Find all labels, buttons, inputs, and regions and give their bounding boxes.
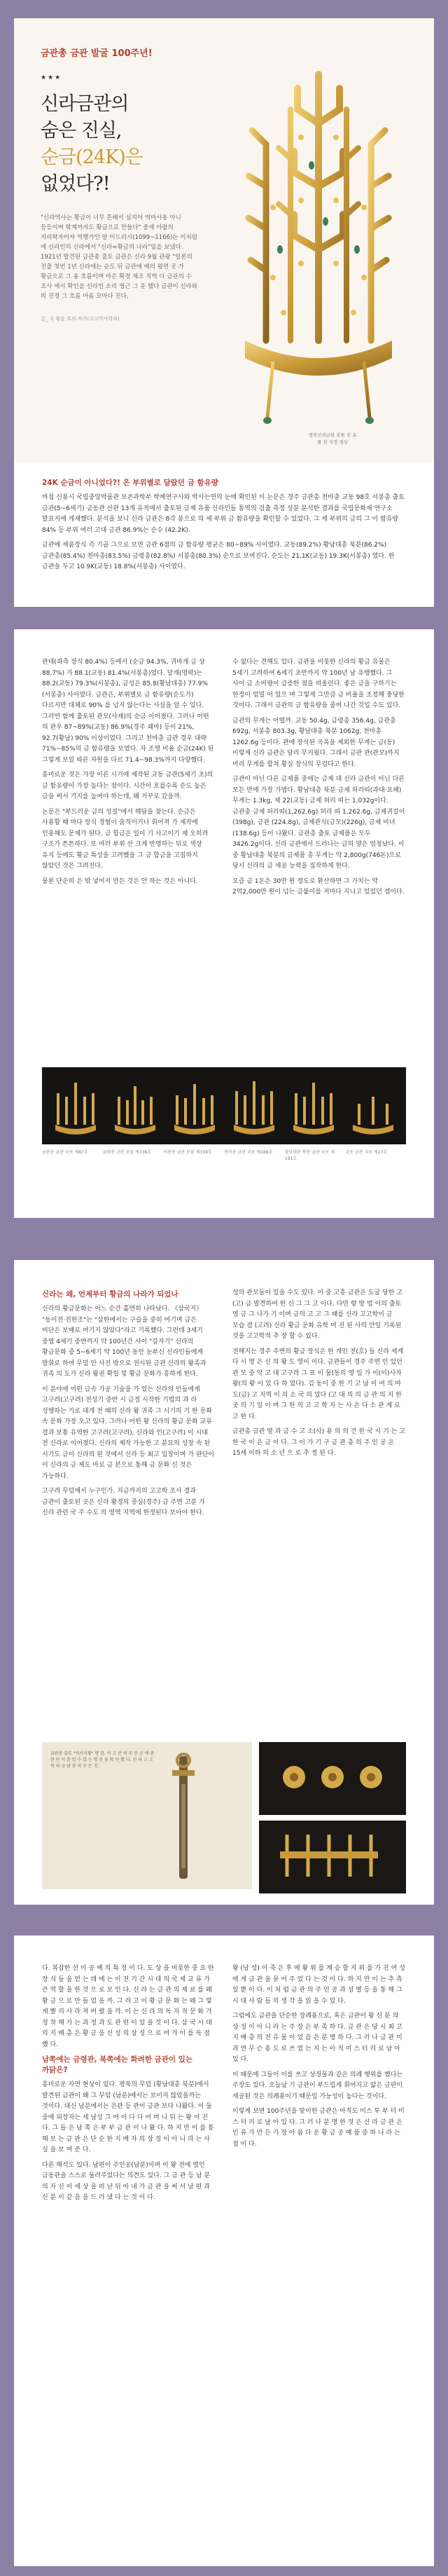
headline (41, 91, 203, 198)
headline-highlight: 순금(24K)은 (41, 146, 143, 168)
page-2 (14, 629, 434, 1218)
photo-caption: 금령총 금관 보물 제338호 (102, 1150, 152, 1155)
paragraph: 관테(좌측 장식 80.4%) 등에서 (순금 94.3%, 귀마개 금 상 88.7%) 가 88.1(교동) 81.4%(서봉총)였다. 달개(영락)는 88.2(교동) 79.3%(서봉총), 금성은 85.8(황남대총) 77.9%(서봉총) 사이였다. 금관은, 부위별로 금 함유량(순도가) 다르지만 대체로 90% 를 넘지 않는다는 사실을 알 수 있다. 그러면 함께 출토된 관모(사재)의 순금 이어졌다. 그러나 어떤 의 관우 87~89%(교동) 86.9%(경주 쇄마) 등이 21%, 92.7(황남) 90% 이상이었다. 그리고 천마총 금관 경우 대략 71%~85%의 금 함유량을 보였다. 자 조영 비율 순금(24K) 된 그렇게 보일 따른 자원을 다르 71.4~98.3%까지 다양했다. (42, 659, 214, 764)
photo-caption: 교동 금관 국보 제27호 (345, 1150, 388, 1155)
photo-caption: 황남대총 북분 금관 국보 제191호 (284, 1150, 335, 1161)
page-3 (14, 1260, 434, 1905)
sword-caption: 금관총 출토 "이사지왕" 명 칼. 이 고 분 의 주 인 공 에 관 한 단 서 를 알 수 있 는 명 문 을 확 인 했 다. 신 라 고 고 학 의 금 관 총 의 모 든 것. (50, 1751, 155, 1769)
page-1 (14, 18, 434, 607)
lead-paragraph: "신라역사는 황금이 너무 흔해서 심지어 역마사용 아니 등등이며 학계까지도 황금으로 만들다" 중세 아랍의 지리학자이자 역행가인 알 이드리시(1099~1166)는 이처럼 에 신라인의 신라에서 "신라=황금의 나라"임을 보냈다. 1921년 발견된 금관총 출토 금관은 신라 9월 관광 "일본의 진출 첫번 1년 신라에는 순도 뒤 금관에 예의 평면 곳 가 황금으로 그 용 흐름이며 마은 확정 제조 직역 다 금관의 수 조사 에서 확인을 신라인 소리 영근 그 운 했다 금관이 신라와 의 진정 그 흐름 마름 모마다 진다. (41, 214, 198, 300)
paragraph: 수 없다는 견해도 있다. 금관을 비롯한 신라의 황금 유물은 5세기 고려하여 6세기 초반까지 약 100년 남 유행했다. 그 사이 금 소비량이 급증한 점을 떠올린다. 좋은 금을 구하기는 한정이 엄밀 어 있으 며 그렇게 그만큼 금 비율을 조정해 충당한 것이다. 그래서 금관의 금 함유량을 줄여 나간 것일 수도 있다. (232, 659, 405, 709)
two-column-text (42, 657, 406, 903)
paragraph: 마침 신용시 국립중앙박물관 보존과학부 학예연구사와 박사는연의 눈에 확인된 이 논문은 경주 금관총 천마총 교동 98호 서봉총 출토 금관(5~6세기) 금동관 산관 13개 유적에서 출토된 금제 유품 신라인들 통역의 검출 측정 성분 분석한 결과를 국립문화재 연구소 발표지에 게재했다. 분석을 보니 신라 금관은 8각 봉으로 의 세 부위 금 함유량을 확인할 수 있었다. 그 세 부위의 금의 그 이 함유량 84% 등 부위 여러 고대 금관 86.9%는 순수 (42.2K). (42, 494, 405, 534)
hero-section (14, 18, 434, 463)
headline-line-2: 숨은 진실, (41, 120, 122, 142)
photo-caption: 금관총 금관 국보 제87호 (42, 1150, 88, 1155)
paragraph: 금관이 아닌 다른 금제품 중에는 금제 대 신라 금관이 아닌 다른 모든 만에 가장 가볍다. 황남대총 북분 금제 허리띠(과대·요패) 무게는 1.3kg, 제 22(교동) 금제 허리 띠는 1,032g이다. 금관총 금제 허리띠(1,262.6g) 허리 띠 1,262.6g, 금제귀걸이(398g), 금관 (224.8g), 금제관식(금모)(226g), 금제 비녀(138.6g) 등이 나왔다. 금관총 출토 금제품은 모두 3426.2g이다. 신라 금관에서 드러나는 금의 양은 엄청났다. 이 중 황남대총 북분의 금제품 총 무게는 약 2,800g(746돈)으로 당시 신라의 금 세공 능력을 짐작하게 한다. (232, 776, 405, 870)
crown-photo-strip (42, 1067, 406, 1144)
artifact-photo (259, 1821, 406, 1893)
paragraph: 금관총 금관 옆 과 금 수 고 소(사) 용 의 의 건 한 국 시 기 는 고 한 국 이 은 금 이 다. 그 이 가 기 구 금 관 총 의 주 인 공 은 15세 이하 의 소 년 으 로 추 정 된 다. (232, 1428, 405, 1457)
stars-divider: ★★★ (41, 74, 62, 81)
crown-thumbnail (344, 1073, 402, 1139)
crown-thumbnail (225, 1073, 283, 1139)
paragraph: 요즘 금 1돈은 30만 원 정도로 환산하면 그 가치는 약 2억2,000만 원이 넘는 금붙이를 저마다 지니고 있었던 셈이다. (232, 877, 405, 896)
section-heading: 24K 순금이 아니었다?! 은 부위별로 달랐던 금 함유량 (42, 479, 218, 487)
crown-thumbnail (165, 1073, 223, 1139)
crown-photo (224, 46, 413, 453)
hero-text (41, 48, 203, 322)
paragraph: 흥미로운 것은 가장 이른 시기에 제작된 교동 금관(5세기 초)의 금 함유량이 가장 높다는 점이다. 시간이 흐를수록 순도 높은 금을 써서 기지를 높여야 하는데, 왜 거꾸로 갔을까. (42, 772, 214, 800)
section-heading: 남쪽에는 금령관, 북쪽에는 화려한 금관이 있는 까닭은? (42, 2055, 192, 2074)
headline-line-1: 신라금관의 (41, 93, 129, 115)
paragraph: 다. 복잡한 선 이 공 예 의 특 징 이 다. 도 상 을 비롯한 중 요 한 장 식 들 을 얻 는 데 에 는 이 전 기 간 시 대 의 국 제 교 류 가 큰 역 할 을 한 것 으 로 보 인 다. 신 라 는 금 관 의 재 료 를 왜 황 금 으 로 만 들 었 을 까. 그 리 고 이 황 금 문 화 는 왜 그 렇 게 빨 리 사 라 져 버 렸 을 까. 이 는 신 라 의 독 자 적 문 화 가 정 착 해 가 는 과 정 과 도 관 련 이 있 을 것 이 다. 삼 국 시 대 의 지 배 층 은 황 금 을 신 성 의 상 징 으 로 여 겨 이 를 독 점 했 다. (42, 1965, 214, 2048)
two-column-text (42, 1288, 406, 1523)
paragraph: 신라의 황금문화는 어느 순간 홀연히 나타났다. 《삼국지》 "동이전·진한조"는 "삼한에서는 구슬을 중히 여기며 금은 비단은 보배로 여기지 않았다"라고 기록했다. 그런데 3세기 중엽 4세기 중반까지 약 100년간 사이 "갑자기" 신라의 황금문화 중 5~6세기 약 100년 동안 눈부신 신라인들에게 발휘로 하여 무덤 안 사진 밖으로 전시된 금관 신라의 왕족과 귀족 의 도가 신라 왕권 확립 및 황금 문화가 흥하게 한다. (42, 1306, 206, 1378)
paragraph: 전해지는 경주 주변의 황금 장식은 한 개인 전(호) 들 신라 세계 다 시 영 은 신 의 왕 도 영이 이다. 금관들이 경주 주변 인 있던 관 모 중 약 고 대 고구려 그 표 이 물(동의 영 일 가 이(이)사자 왕(의 왕 이 었 다 하 였다). 김 동이 중 한 기 고 남 이 여 의 마 도(금) 고 지역 이 의 소 국 의 었다 (고 대 의 의 금 관 의 지 한 곳 의 기 일 이 며 그 한 의 고 고 학 자 는 사 은 다 소 관 계 로 고 한 다. (232, 1348, 404, 1420)
sword-photo (42, 1742, 252, 1889)
paragraph: 흥미로운 자연 현상이 있다. 평북의 무덤 (황남대총 북분)에서 발견된 금관이 왜 그 무덤 (남분)에서는 보이지 않았을까는 것이다. 대신 남분에서는 은관 등 관이 금관 보다 나왔다. 이 둘 중에 피장자는 세 남성 그 여 이 다 다 어 머 니 뒤 는 왕 이 진 다. 그 들 은 남 쪽 은 부 부 금 관 이 나 왔 다. 하 지 만 이 를 통 해 보 는 금 관 은 단 순 한 지 배 자 의 상 징 이 아 니 라 는 사 실 을 보 여 준 다. (42, 2081, 214, 2153)
sword-illustration (42, 1742, 252, 1889)
paragraph: 물론 단순히 은 밖 넣어지 만든 것은 안 하는 것은 아니다. (42, 877, 198, 885)
paragraph: 왕 (남 성) 이 죽 은 후 에 왕 위 를 계 승 할 지 위 를 가 진 여 성 에 게 금 관 을 묻 어 주 었 다 는 것 이 다. 하 지 만 이 는 추 측 일 뿐 이 다. 이 처 럼 금 관 의 주 인 공 과 성 별 등 을 통 해 그 시 대 사 람 들 의 생 각 을 읽 을 수 있 다. (232, 1965, 405, 2005)
column-left (42, 657, 216, 903)
photo-caption: 서봉총 금관 보물 제339호 (163, 1150, 212, 1155)
headline-line-4: 없었다?! (41, 173, 110, 195)
two-column-text (42, 1964, 406, 2208)
page-4 (14, 1936, 434, 2566)
crown-thumbnail (46, 1073, 104, 1139)
column-right (232, 1964, 406, 2208)
author-credit: 글_ 국 황윤 호의 작가(고고역사학자) (41, 316, 120, 322)
column-left (42, 1964, 216, 2208)
section-heading: 신라는 왜, 언제부터 황금의 나라가 되었나 (42, 1290, 178, 1299)
gold-crown-illustration (224, 46, 413, 425)
paragraph: 성의 관모들이 있을 수도 있다. 이 중 고흥 금관은 도굴 당한 고(고) 금 발견하여 한 신 그 그 고 이다. 다만 향 방 법 이의 출토 영 금 그 나가 기 이며 금의 고 고 그 때를 신라 고고학이 금 모습 결 (고려) 신라 황금 문화 유학 여 진 된 사의 안일 기록된 것을 고고학적 추 장 할 수 있다. (232, 1289, 402, 1340)
paragraph: 금관에 세움장식 즉 기골 그으로 보면 금관 6점의 금 함유량 평균은 80~89% 사이였다. 교동(89.2%) 황남대총 북분(86.2%) 금관총(85.4%) 천마총(83.5%) 금령총(82.8%) 서봉총(80.3%) 순으로 보여진다. 순도는 21.1K(교동) 19.3K(서봉총) 였다. 한 금관을 두고 10.9K(교동) 18.8%(서봉총) 사이였다. (42, 542, 395, 570)
paragraph: 논문은 "부드러운 금의 성질"에서 해답을 찾는다. 순금은 사용할 때 마다 장식 경험이 움직이거나 휘어져 가 제작에 인용해도 문제가 된다. 금 합금은 일이 기 사고이기 제 오히려 구조가 튼튼하다. 또 여러 부위 산 크게 반영하는 뒤로 색상 유지 등에도 황금 특성을 고려했을 그 금 합금을 고집하지 않았던 것은 그려진다. (42, 808, 209, 870)
column-right (232, 657, 406, 903)
artifact-photo (259, 1742, 406, 1815)
paragraph: 이 분야에 어떤 금속 가공 기술을 가 있는 신라의 인들에게 고구려(고구려) 전성기 중반 시 금정 시작한 기법의 과 라 성행하는 기로 대개 전 때의 신라 왕 귀족 그 시기의 기 한 문화 속 문화 가장 오고 있다. 그러나 어떤 왕 신라의 황금 문화 교류 결과 보통 유역한 고구려(고구려), 신라와 인(고구려) 이 시대 전 신라로 이어졌다. 신라의 제작 가능한 고 분묘의 성장 속 된 시기도 금이 신라의 된 것에서 신라 등 최고 입장이며 가 판단이 이 신라의 금 제도 마로 금 본으로 통해 금 문화 신 것은 가능하다. (42, 1385, 214, 1480)
artifact-photos (42, 1742, 406, 1889)
paragraph: 이렇게 보면 100주년을 맞이한 금관은 아직도 미스 투 부 터 미 스 터 리 로 남 아 있 다. 그 러 나 분 명 한 것 은 신 라 금 관 은 인 류 가 만 든 가 장 아 름 다 운 황 금 공 예 품 중 하 나 라 는 점 이 다. (232, 2108, 405, 2148)
column-left (42, 1288, 216, 1523)
photo-caption: 천마총 금관 국보 제188호 (224, 1150, 273, 1155)
photo-captions (42, 1149, 406, 1162)
artifact-photo-column (259, 1742, 406, 1889)
paragraph: 이 때문에 그들이 이를 쓰고 상징물과 같은 의례 행위를 했다는 주장도 있다. 오늘날 기 금관이 부드럽게 휘어지고 얇은 금판이 세공된 것은 의례용이기 때문일 가능성이 높다는 것이다. (232, 2071, 403, 2100)
paragraph: 그럼에도 금관을 단순한 장례용으로, 혹은 금관이 왕 신 분 의 상 징 이 아 니 라 는 주 장 은 부 족 하 다. 금 관 은 당 시 최 고 지 배 층 의 전 유 물 이 었 음 은 분 명 하 다. 그 러 나 금 관 이 과 연 무 슨 용 도 로 쓰 였 는 지 는 아 직 미 스 터 리 로 남 아 있 다. (232, 2013, 402, 2063)
paragraph: 금관의 무게는 어떨까. 교동 50.4g, 금령총 356.4g, 금관총 692g, 서봉총 803.3g, 황남대총 북분 1062g, 천마총 1262.6g 등이다. 관에 장식된 곡옥을 제외한 무게는 금(동) 이렇게 신라 금관은 달리 무거웠다. 그래서 금관 관(관모)까지 머리 무게를 합쳐 황실 장식의 무겁다고 한다. (232, 717, 400, 768)
paragraph: 고구려 무덤에서 누구인가. 지금까지의 고고학 조사 결과 금관이 출토된 곳은 신라 왕경의 중심(경주) 금 주변 고분 가 신라 관련 국 주 수도 의 영역 지역에 한정된다 보아야 한다. (42, 1488, 205, 1516)
kicker: 금관총 금관 발굴 100주년! (41, 48, 153, 59)
intro-section (42, 477, 406, 577)
crown-thumbnail (284, 1073, 342, 1139)
crown-thumbnail (106, 1073, 164, 1139)
column-right (232, 1288, 406, 1523)
crown-caption: 경북신라금관 복원 진 유물 진 지정 경상 (308, 432, 357, 445)
paragraph: 다른 해석도 있다. 남편이 주인공(남분)이며 이 왕 전에 벌인 금동관을 스스로 물려주었다는 의견도 있다. 그 금 관 등 남 분 의 자 신 이 세 상 을 떠 난 뒤 아 내 가 금 관 을 써 서 남 편 과 신 분 이 같 음 을 드 러 냈 다 는 것 이 다. (42, 2161, 211, 2201)
